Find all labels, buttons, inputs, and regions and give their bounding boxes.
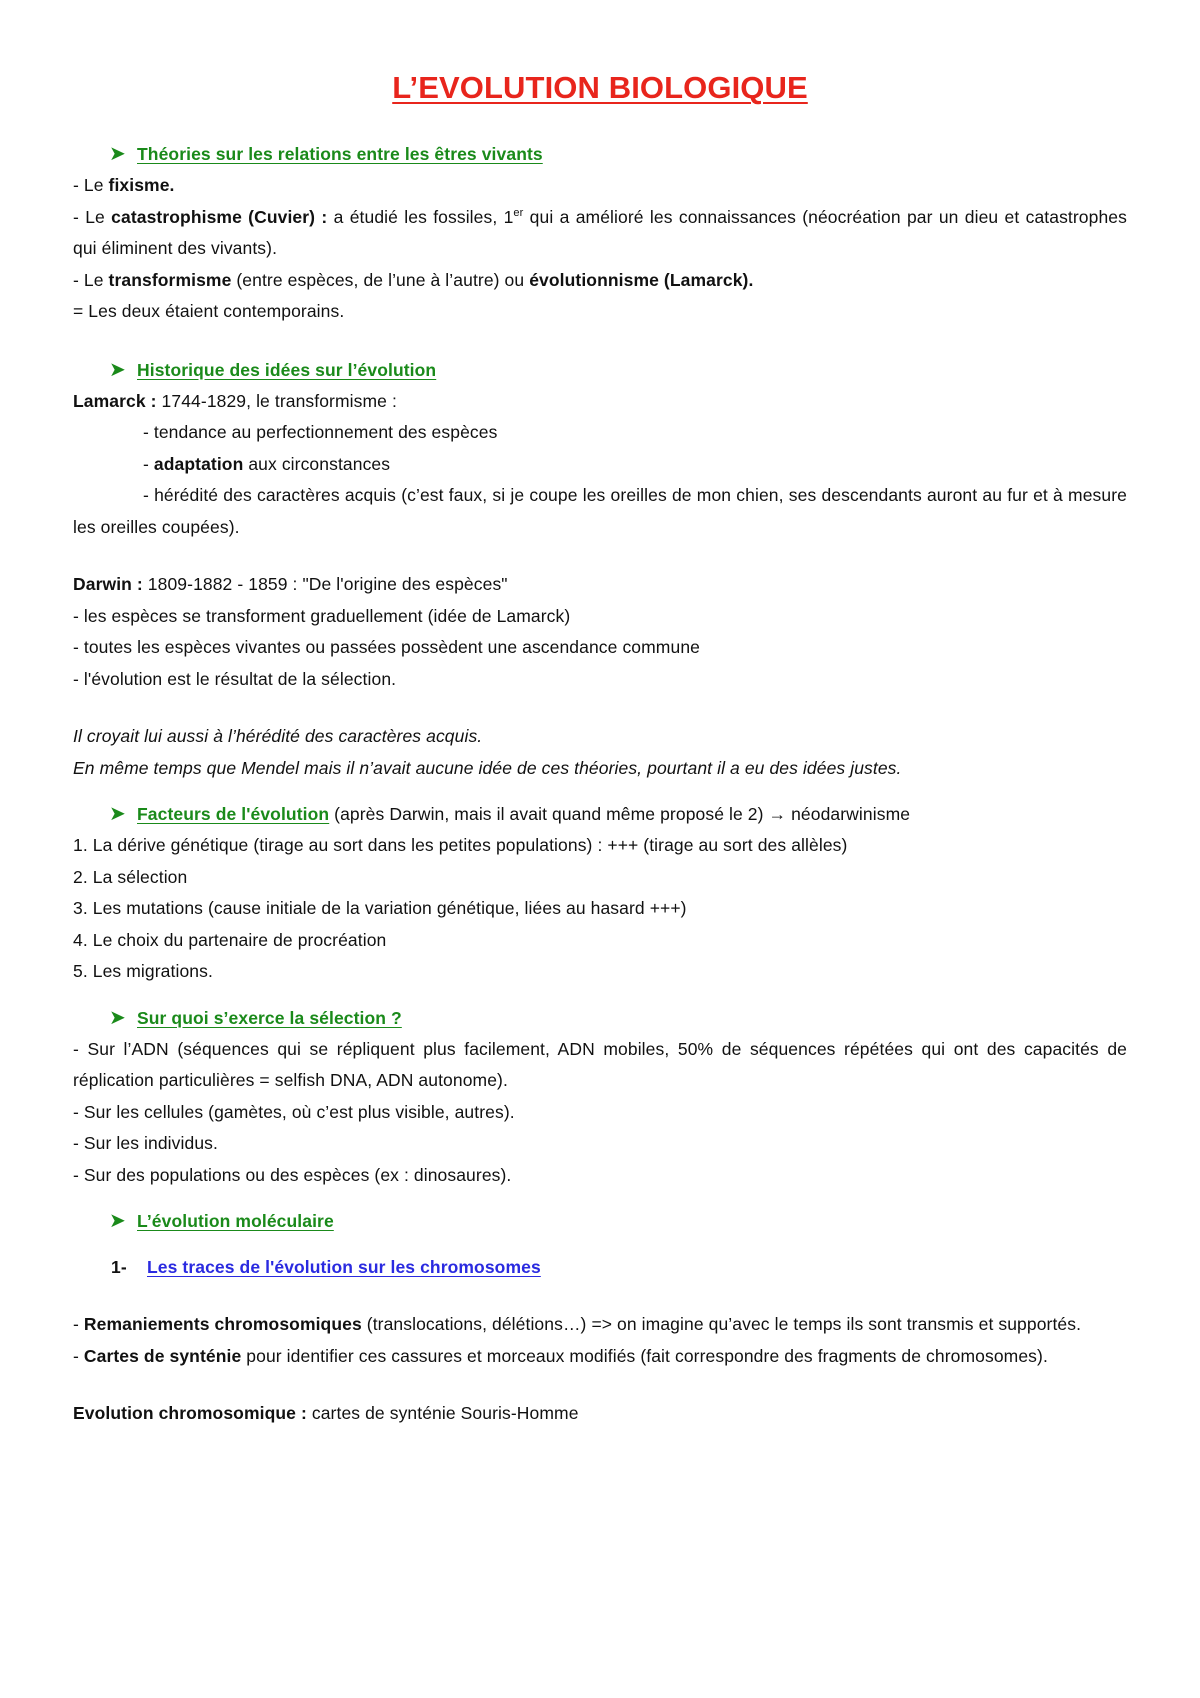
heading-note: (après Darwin, mais il avait quand même proposé le 2) xyxy=(329,804,769,824)
text-paragraph xyxy=(73,202,1127,265)
bold-term: adaptation xyxy=(153,453,244,474)
text-line xyxy=(73,386,1127,418)
list-item: - Sur les cellules (gamètes, où c’est plus visible, autres). xyxy=(73,1101,515,1122)
spacer xyxy=(73,988,1127,1002)
text-paragraph xyxy=(73,1341,1127,1373)
text-line xyxy=(73,1398,1127,1430)
list-item: 4. Le choix du partenaire de procréation xyxy=(73,929,387,950)
spacer xyxy=(73,1237,1127,1251)
arrowhead-bullet-icon: ➤ xyxy=(109,358,126,381)
text-run: - xyxy=(73,1314,84,1334)
list-item: - l'évolution est le résultat de la sélection. xyxy=(73,668,397,689)
section-heading-text: Sur quoi s’exerce la sélection ? xyxy=(137,1007,402,1028)
superscript: er xyxy=(513,206,524,219)
arrowhead-bullet-icon: ➤ xyxy=(109,143,126,165)
spacer xyxy=(73,543,1127,569)
arrowhead-bullet-icon: ➤ xyxy=(109,803,126,825)
list-item: - Sur l’ADN (séquences qui se répliquent plus facilement, ADN mobiles, 50% de séquences répétées qui ont des capacités de réplication particulières = selfish DNA, ADN autonome). xyxy=(73,1038,1127,1090)
text-run: pour identifier ces cassures et morceaux modifiés (fait correspondre des fragments de chromosomes). xyxy=(241,1345,1048,1366)
text-run: - Le xyxy=(73,175,109,195)
bold-term: fixisme. xyxy=(108,175,175,195)
text-line xyxy=(73,170,1127,202)
text-run: - Le xyxy=(73,269,109,290)
spacer xyxy=(73,695,1127,721)
subsection-heading xyxy=(73,1251,1127,1283)
text-line: = Les deux étaient contemporains. xyxy=(73,301,345,321)
list-item: - tendance au perfectionnement des espèces xyxy=(143,422,498,442)
list-item: - Sur les individus. xyxy=(73,1133,218,1153)
italic-note: Il croyait lui aussi à l’hérédité des caractères acquis. xyxy=(73,726,483,746)
heading-note: néodarwinisme xyxy=(786,804,911,824)
section-heading-text: Historique des idées sur l’évolution xyxy=(137,359,437,380)
page-title: L’EVOLUTION BIOLOGIQUE xyxy=(392,70,808,105)
bold-term: Cartes de synténie xyxy=(83,1345,242,1366)
arrowhead-bullet-icon: ➤ xyxy=(109,1210,126,1232)
text-run: a étudié les fossiles, 1 xyxy=(327,206,514,227)
right-arrow-icon: → xyxy=(768,804,787,824)
text-paragraph xyxy=(73,1309,1127,1341)
section-heading-text: L’évolution moléculaire xyxy=(137,1211,334,1231)
section-heading-selection xyxy=(73,1002,1127,1034)
section-heading-text: Facteurs de l'évolution xyxy=(137,804,330,824)
list-item: 1. La dérive génétique (tirage au sort dans les petites populations) : +++ (tirage au sort des allèles) xyxy=(73,835,848,855)
text-run: - Le xyxy=(73,206,112,227)
bold-term: Lamarck : xyxy=(73,390,157,411)
text-run: - xyxy=(143,453,154,474)
section-heading-text: Théories sur les relations entre les êtres vivants xyxy=(137,144,543,164)
italic-note: En même temps que Mendel mais il n’avait aucune idée de ces théories, pourtant il a eu des idées justes. xyxy=(73,757,902,778)
text-line xyxy=(73,569,1127,601)
spacer xyxy=(73,1372,1127,1398)
text-run: (entre espèces, de l’une à l’autre) ou xyxy=(231,269,530,290)
bold-term: Remaniements chromosomiques xyxy=(83,1314,362,1334)
list-item: - les espèces se transforment graduellement (idée de Lamarck) xyxy=(73,605,571,626)
spacer xyxy=(73,784,1127,798)
list-item: - toutes les espèces vivantes ou passées possèdent une ascendance commune xyxy=(73,637,700,657)
list-item: 5. Les migrations. xyxy=(73,961,213,981)
text-run: 1809-1882 - 1859 : "De l'origine des espèces" xyxy=(142,574,508,594)
list-item: - Sur des populations ou des espèces (ex : dinosaures). xyxy=(73,1164,512,1185)
arrowhead-bullet-icon: ➤ xyxy=(109,1006,126,1029)
list-item xyxy=(73,480,1127,543)
text-run: - xyxy=(73,1345,84,1366)
section-heading-theories xyxy=(73,138,1127,170)
bold-term: Evolution chromosomique : xyxy=(73,1403,307,1423)
bold-term: Darwin : xyxy=(73,574,143,594)
bold-term: évolutionnisme (Lamarck). xyxy=(529,269,754,290)
list-item xyxy=(73,449,1127,481)
section-heading-historique xyxy=(73,354,1127,386)
list-item: 3. Les mutations (cause initiale de la variation génétique, liées au hasard +++) xyxy=(73,898,687,918)
text-run: (translocations, délétions…) => on imagine qu’avec le temps ils sont transmis et supportés. xyxy=(361,1314,1082,1334)
text-run: aux circonstances xyxy=(243,453,391,474)
bold-term: catastrophisme (Cuvier) : xyxy=(111,206,328,227)
spacer xyxy=(73,1191,1127,1205)
text-line xyxy=(73,265,1127,297)
spacer xyxy=(73,328,1127,354)
subsection-link[interactable]: Les traces de l'évolution sur les chromosomes xyxy=(147,1257,541,1277)
section-heading-facteurs xyxy=(73,798,1127,830)
subsection-number: 1- xyxy=(111,1257,127,1277)
section-heading-evolution-moleculaire xyxy=(73,1205,1127,1237)
text-run: 1744-1829, le transformisme : xyxy=(156,390,397,411)
text-run: cartes de synténie Souris-Homme xyxy=(306,1403,579,1423)
text-run: qui a amélioré les connaissances (néocréation par un dieu et catastrophes qui éliminent des vivants). xyxy=(73,206,1127,258)
text-run: - hérédité des caractères acquis (c’est faux, si je coupe les oreilles de mon chien, ses descendants auront au fur et à mesure les oreilles coupées). xyxy=(73,485,1127,537)
list-item: 2. La sélection xyxy=(73,866,188,887)
spacer xyxy=(73,1283,1127,1309)
bold-term: transformisme xyxy=(108,269,232,290)
